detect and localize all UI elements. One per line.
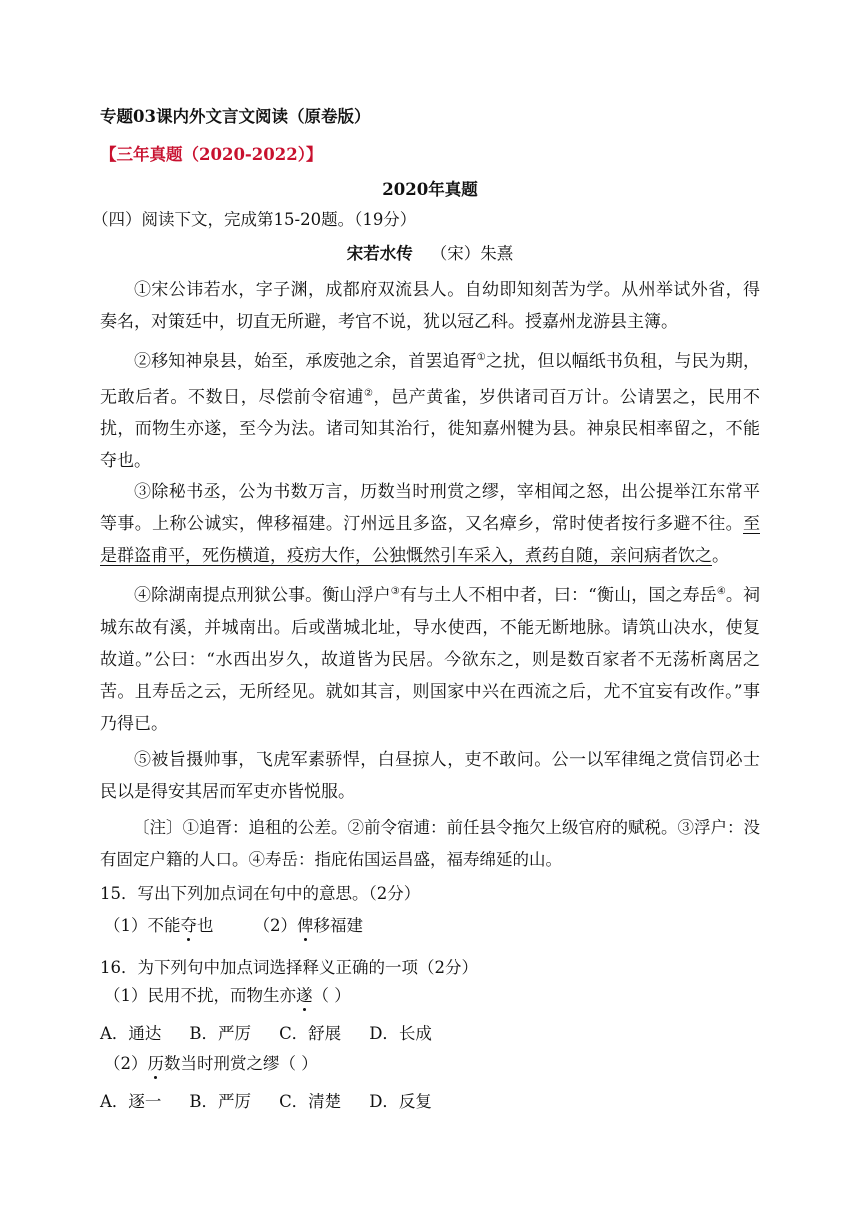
option-2d[interactable]: D．反复 xyxy=(369,1092,432,1111)
option-1d[interactable]: D．长成 xyxy=(369,1024,432,1043)
underlined-sentence: 至是群盗甫平，死伤横道，疫疠大作，公独慨然引车采入，煮药自随，亲问病者饮之 xyxy=(100,514,760,566)
question-16-item-2 xyxy=(104,1052,318,1076)
annotations: 〔注〕①追胥：追租的公差。②前令宿逋：前任县令拖欠上级官府的赋税。③浮户：没有固定户籍的人口。④寿岳：指庇佑国运昌盛，福寿绵延的山。 xyxy=(100,818,760,869)
paragraph-3 xyxy=(100,476,760,572)
q15-item-1-tail: 也 xyxy=(197,916,214,935)
paragraph-2-part-a: ②移知神泉县，始至，承废弛之余，首罢追胥 xyxy=(134,351,477,372)
passage-title: 宋若水传 xyxy=(346,244,413,263)
option-2c[interactable]: C．清楚 xyxy=(279,1092,342,1111)
paragraph-4-part-a: ④除湖南提点刑狱公事。衡山浮户 xyxy=(134,585,391,606)
paragraph-3-part-b: 。 xyxy=(712,546,729,566)
q16-item-1-tail: （ ） xyxy=(312,986,351,1005)
paragraph-1: ①宋公讳若水，字子渊，成都府双流县人。自幼即知刻苦为学。从州举试外省，得奏名，对策廷中，切直无所避，考官不说，犹以冠乙科。授嘉州龙游县主簿。 xyxy=(100,280,760,332)
paragraph-4 xyxy=(100,576,760,740)
option-1c[interactable]: C．舒展 xyxy=(279,1024,342,1043)
passage-author: （宋）朱熹 xyxy=(430,244,514,263)
q15-item-1-text: （1）不能 xyxy=(104,916,181,935)
option-2a[interactable]: A．逐一 xyxy=(100,1092,162,1111)
q15-item-2-text: （2） xyxy=(253,916,297,935)
paragraph-2-part-c: ，邑产黄雀，岁供诸司百万计。公请罢之，民用不扰，而物生亦遂，至今为法。诸司知其治行，徙知嘉州犍为县。神泉民相率留之，不能夺也。 xyxy=(100,387,761,472)
paragraph-3-part-a: ③除秘书丞，公为书数万言，历数当时刑赏之缪，宰相闻之怒，出公提举江东常平等事。上称公诚实，俾移福建。汀州远且多盗，又名瘴乡，常时使者按行多避不往。 xyxy=(100,482,760,534)
question-16-stem: 16．为下列句中加点词选择释义正确的一项（2分） xyxy=(100,958,478,977)
question-16-item-1 xyxy=(104,984,351,1008)
paragraph-4-part-c: 。祠城东故有溪，并城南出。后或凿城北址，导水使西，不能无断地脉。请筑山决水，使复故道。”公曰：“水西出岁久，故道皆为民居。今欲东之，则是数百家者不无荡析离居之苦。且寿岳之云，无所经见。就如其言，则国家中兴在西流之后，尤不宜妄有改作。”事乃得已。 xyxy=(100,585,761,734)
document-title: 专题03课内外文言文阅读（原卷版） xyxy=(100,107,371,126)
question-15-stem: 15．写出下列加点词在句中的意思。（2分） xyxy=(100,884,421,903)
year-heading: 2020年真题 xyxy=(382,180,478,199)
q16-item-2-text: （2） xyxy=(104,1054,148,1073)
q15-dotted-word-2: 俾 xyxy=(297,916,314,935)
question-16-options-2 xyxy=(100,1090,460,1114)
question-16-options-1 xyxy=(100,1022,460,1046)
reading-instruction: （四）阅读下文，完成第15-20题。（19分） xyxy=(92,210,417,229)
q15-item-2-tail: 移福建 xyxy=(313,916,363,935)
footnote-ref-4: ④ xyxy=(716,586,726,597)
q15-dotted-word-1: 夺 xyxy=(180,916,197,935)
q16-dotted-word-2: 历 xyxy=(147,1054,164,1073)
option-1a[interactable]: A．通达 xyxy=(100,1024,162,1043)
passage-heading xyxy=(0,242,860,266)
question-15-items xyxy=(104,914,363,938)
paragraph-4-part-b: 有与土人不相中者，曰：“衡山，国之寿岳 xyxy=(399,585,717,606)
option-2b[interactable]: B．严厉 xyxy=(189,1092,252,1111)
section-label: 【三年真题（2020-2022）】 xyxy=(100,145,323,164)
q16-item-2-tail: 数当时刑赏之缪（ ） xyxy=(164,1054,318,1073)
option-1b[interactable]: B．严厉 xyxy=(189,1024,252,1043)
q16-dotted-word-1: 遂 xyxy=(296,986,313,1005)
paragraph-5: ⑤被旨摄帅事，飞虎军素骄悍，白昼掠人，吏不敢问。公一以军律绳之赏信罚必士民以是得安其居而军吏亦皆悦服。 xyxy=(100,750,760,802)
q16-item-1-text: （1）民用不扰，而物生亦 xyxy=(104,986,296,1005)
paragraph-2 xyxy=(100,342,760,477)
footnote-ref-1: ① xyxy=(476,352,486,363)
paragraph-2-part-b: 之扰，但以幅纸书负租，与民为期，无敢后者。不数日，尽偿前令宿逋 xyxy=(100,351,761,408)
footnote-ref-3: ③ xyxy=(390,586,400,597)
footnote-ref-2: ② xyxy=(363,387,374,399)
